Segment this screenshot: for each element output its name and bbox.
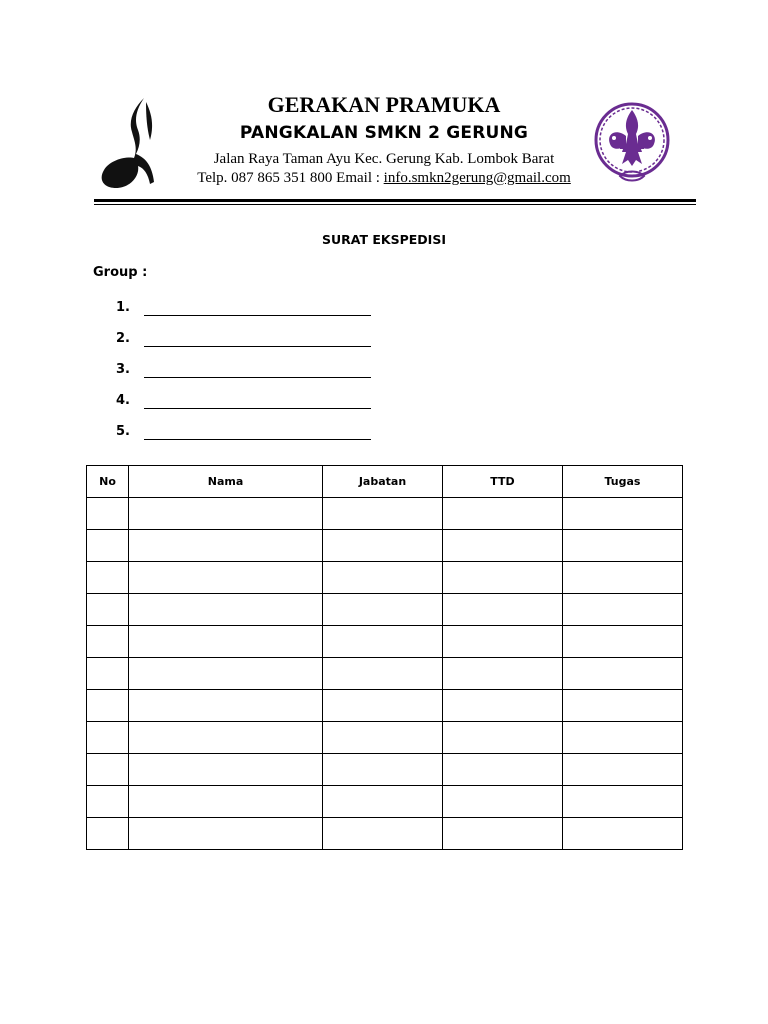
table-cell-no[interactable] bbox=[87, 722, 129, 754]
table-cell-nama[interactable] bbox=[129, 658, 323, 690]
table-cell-jabatan[interactable] bbox=[323, 594, 443, 626]
table-cell-tugas[interactable] bbox=[563, 786, 683, 818]
table-cell-jabatan[interactable] bbox=[323, 626, 443, 658]
fill-in-line[interactable] bbox=[144, 439, 371, 440]
address-line: Jalan Raya Taman Ayu Kec. Gerung Kab. Lombok Barat bbox=[213, 151, 555, 167]
column-header-no: No bbox=[87, 466, 129, 498]
fill-in-line[interactable] bbox=[144, 315, 371, 316]
letterhead-rule-thin bbox=[94, 204, 696, 205]
table-cell-ttd[interactable] bbox=[443, 530, 563, 562]
table-cell-tugas[interactable] bbox=[563, 594, 683, 626]
list-item bbox=[116, 422, 376, 453]
table-cell-tugas[interactable] bbox=[563, 498, 683, 530]
table-cell-nama[interactable] bbox=[129, 786, 323, 818]
table-cell-jabatan[interactable] bbox=[323, 818, 443, 850]
table-cell-jabatan[interactable] bbox=[323, 498, 443, 530]
table-row bbox=[87, 658, 683, 690]
table-cell-jabatan[interactable] bbox=[323, 754, 443, 786]
table-row bbox=[87, 722, 683, 754]
table-cell-nama[interactable] bbox=[129, 818, 323, 850]
table-cell-jabatan[interactable] bbox=[323, 722, 443, 754]
group-member-list bbox=[116, 298, 376, 453]
table-cell-no[interactable] bbox=[87, 690, 129, 722]
table-cell-ttd[interactable] bbox=[443, 562, 563, 594]
table-cell-no[interactable] bbox=[87, 530, 129, 562]
table-row bbox=[87, 594, 683, 626]
fill-in-line[interactable] bbox=[144, 408, 371, 409]
list-item-number: 5. bbox=[116, 424, 130, 439]
table-cell-no[interactable] bbox=[87, 594, 129, 626]
table-cell-no[interactable] bbox=[87, 658, 129, 690]
table-cell-nama[interactable] bbox=[129, 754, 323, 786]
table-cell-ttd[interactable] bbox=[443, 722, 563, 754]
column-header-nama: Nama bbox=[129, 466, 323, 498]
email-link[interactable]: info.smkn2gerung@gmail.com bbox=[383, 170, 571, 186]
column-header-jabatan: Jabatan bbox=[323, 466, 443, 498]
table-cell-ttd[interactable] bbox=[443, 498, 563, 530]
table-cell-tugas[interactable] bbox=[563, 818, 683, 850]
list-item-number: 4. bbox=[116, 393, 130, 408]
table-cell-no[interactable] bbox=[87, 786, 129, 818]
list-item-number: 3. bbox=[116, 362, 130, 377]
table-cell-nama[interactable] bbox=[129, 530, 323, 562]
table-cell-no[interactable] bbox=[87, 626, 129, 658]
contact-line bbox=[0, 170, 768, 187]
list-item bbox=[116, 329, 376, 360]
table-cell-tugas[interactable] bbox=[563, 754, 683, 786]
table-cell-tugas[interactable] bbox=[563, 658, 683, 690]
table-cell-nama[interactable] bbox=[129, 562, 323, 594]
table-cell-ttd[interactable] bbox=[443, 818, 563, 850]
table-cell-jabatan[interactable] bbox=[323, 530, 443, 562]
table-cell-tugas[interactable] bbox=[563, 722, 683, 754]
table-cell-jabatan[interactable] bbox=[323, 658, 443, 690]
table-cell-ttd[interactable] bbox=[443, 754, 563, 786]
table-cell-ttd[interactable] bbox=[443, 594, 563, 626]
table-row bbox=[87, 818, 683, 850]
organization-title: GERAKAN PRAMUKA bbox=[267, 92, 501, 117]
table-cell-no[interactable] bbox=[87, 562, 129, 594]
table-cell-no[interactable] bbox=[87, 818, 129, 850]
column-header-tugas: Tugas bbox=[563, 466, 683, 498]
expedition-table bbox=[86, 465, 683, 850]
table-cell-tugas[interactable] bbox=[563, 690, 683, 722]
table-cell-ttd[interactable] bbox=[443, 658, 563, 690]
fill-in-line[interactable] bbox=[144, 377, 371, 378]
table-row bbox=[87, 690, 683, 722]
list-item-number: 1. bbox=[116, 300, 130, 315]
table-row bbox=[87, 562, 683, 594]
list-item-number: 2. bbox=[116, 331, 130, 346]
group-label: Group : bbox=[93, 265, 148, 280]
table-body bbox=[87, 498, 683, 850]
table-cell-jabatan[interactable] bbox=[323, 562, 443, 594]
list-item bbox=[116, 391, 376, 422]
list-item bbox=[116, 298, 376, 329]
table-cell-jabatan[interactable] bbox=[323, 786, 443, 818]
table-row bbox=[87, 626, 683, 658]
letterhead-rule-thick bbox=[94, 199, 696, 202]
list-item bbox=[116, 360, 376, 391]
table-cell-jabatan[interactable] bbox=[323, 690, 443, 722]
table-cell-nama[interactable] bbox=[129, 722, 323, 754]
table-cell-no[interactable] bbox=[87, 498, 129, 530]
table-cell-tugas[interactable] bbox=[563, 562, 683, 594]
table-cell-nama[interactable] bbox=[129, 594, 323, 626]
table-cell-ttd[interactable] bbox=[443, 690, 563, 722]
table-header-row bbox=[87, 466, 683, 498]
document-title: SURAT EKSPEDISI bbox=[322, 232, 446, 247]
table-cell-tugas[interactable] bbox=[563, 530, 683, 562]
table-row bbox=[87, 786, 683, 818]
table-cell-nama[interactable] bbox=[129, 690, 323, 722]
table-row bbox=[87, 498, 683, 530]
phone-label: Telp. 087 865 351 800 Email : bbox=[197, 170, 384, 186]
column-header-ttd: TTD bbox=[443, 466, 563, 498]
table-row bbox=[87, 530, 683, 562]
table-cell-no[interactable] bbox=[87, 754, 129, 786]
table-cell-ttd[interactable] bbox=[443, 786, 563, 818]
table-cell-ttd[interactable] bbox=[443, 626, 563, 658]
table-row bbox=[87, 754, 683, 786]
table-cell-nama[interactable] bbox=[129, 626, 323, 658]
branch-subtitle: PANGKALAN SMKN 2 GERUNG bbox=[239, 123, 529, 143]
table-cell-nama[interactable] bbox=[129, 498, 323, 530]
table-cell-tugas[interactable] bbox=[563, 626, 683, 658]
fill-in-line[interactable] bbox=[144, 346, 371, 347]
